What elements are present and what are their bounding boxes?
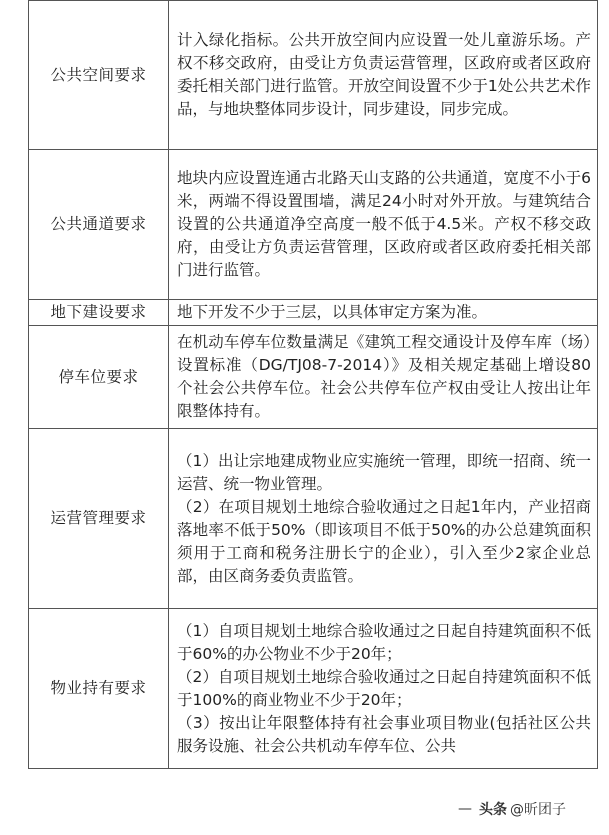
row-label: 地下建设要求	[29, 300, 169, 326]
content-paragraph: （3）按出让年限整体持有社会事业项目物业(包括社区公共服务设施、社会公共机动车停车位、公共	[177, 713, 591, 755]
table-row	[29, 326, 598, 429]
row-content	[169, 150, 598, 300]
watermark	[458, 797, 566, 821]
row-label: 停车位要求	[29, 326, 169, 429]
row-content	[169, 429, 598, 609]
author-handle: @昕团子	[510, 802, 566, 818]
row-content	[169, 1, 598, 150]
platform-name: 头条	[479, 802, 507, 818]
row-label: 公共通道要求	[29, 150, 169, 300]
footer-dash: —	[458, 801, 472, 817]
table-row	[29, 609, 598, 769]
table-body	[29, 1, 598, 769]
content-paragraph: （2）自项目规划土地综合验收通过之日起自持建筑面积不低于100%的商业物业不少于20年；	[177, 667, 591, 709]
content-paragraph: （1）自项目规划土地综合验收通过之日起自持建筑面积不低于60%的办公物业不少于20年；	[177, 621, 591, 663]
table-row	[29, 300, 598, 326]
content-paragraph: 在机动车停车位数量满足《建筑工程交通设计及停车库（场）设置标准（DG/TJ08-7-2014）》及相关规定基础上增设80个社会公共停车位。社会公共停车位产权由受让人按出让年限整体持有。	[177, 333, 591, 420]
table-row	[29, 150, 598, 300]
row-content	[169, 300, 598, 326]
requirements-table	[28, 0, 598, 769]
row-label: 物业持有要求	[29, 609, 169, 769]
row-content	[169, 326, 598, 429]
content-paragraph: （2）在项目规划土地综合验收通过之日起1年内，产业招商落地率不低于50%（即该项目不低于50%的办公总建筑面积须用于工商和税务注册长宁的企业），引入至少2家企业总部，由区商务委负责监管。	[177, 497, 591, 585]
row-label: 运营管理要求	[29, 429, 169, 609]
row-label: 公共空间要求	[29, 1, 169, 150]
content-paragraph: 地块内应设置连通古北路天山支路的公共通道，宽度不小于6米，两端不得设置围墙，满足24小时对外开放。与建筑结合设置的公共通道净空高度一般不低于4.5米。产权不移交政府，由受让方负责运营管理，区政府或者区政府委托相关部门进行监管。	[177, 169, 591, 279]
content-paragraph: （1）出让宗地建成物业应实施统一管理，即统一招商、统一运营、统一物业管理。	[177, 451, 591, 493]
row-content	[169, 609, 598, 769]
content-paragraph: 地下开发不少于三层，以具体审定方案为准。	[177, 303, 488, 321]
table-row	[29, 429, 598, 609]
content-paragraph: 计入绿化指标。公共开放空间内应设置一处儿童游乐场。产权不移交政府，由受让方负责运营管理，区政府或者区政府委托相关部门进行监管。开放空间设置不少于1处公共艺术作品，与地块整体同步设计，同步建设，同步完成。	[177, 31, 591, 118]
table-row	[29, 1, 598, 150]
